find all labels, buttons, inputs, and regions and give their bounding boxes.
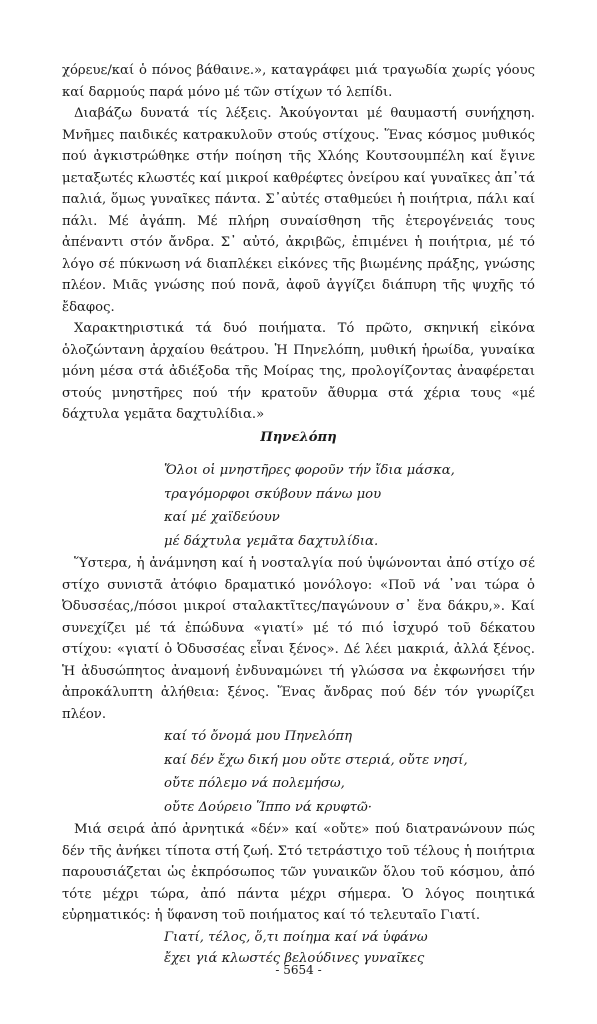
poem-excerpt-2 — [62, 725, 535, 819]
poem-line: μέ δάχτυλα γεμᾶτα δαχτυλίδια. — [164, 533, 379, 549]
poem-line: καί δέν ἔχω δική μου οὔτε στεριά, οὔτε νησί, — [164, 752, 468, 768]
poem-line: ἔχει γιά κλωστές βελούδινες γυναῖκες — [164, 950, 425, 966]
poem-line: Ὅλοι οἱ μνηστῆρες φοροῦν τήν ἴδια μάσκα, — [164, 463, 455, 478]
poem-line: τραγόμορφοι σκύβουν πάνω μου — [164, 486, 382, 502]
poem-line: οὔτε πόλεμο νά πολεμήσω, — [164, 776, 345, 791]
paragraph-4: Ὕστερα, ἡ ἀνάμνηση καί ἡ νοσταλγία πού ὑψώνονται ἀπό στίχο σέ στίχο συνιστᾶ ἀτόφιο δραματικό μονόλογο: «Ποῦ νά ᾽ναι τώρα ὁ Ὀδυσσέας,/πόσοι μικροί σταλακτῖτες/παγώνουν σ᾽ ἕνα δάκρυ,». Καί συνεχίζει μέ τά ἐπώδυνα «γιατί» μέ τό πιό ἰσχυρό τοῦ δέκατου στίχου: «γιατί ὁ Ὀδυσσέας εἶναι ξένος». Δέ λέει μακριά, ἀλλά ξένος. Ἡ ἀδυσώπητος ἀναμονή ἐνδυναμώνει τή γλώσσα να ἐκφωνήσει τήν ἀπροκάλυπτη ἀλήθεια: ξένος. Ἕνας ἄνδρας πού δέν τόν γνωρίζει πλέον. — [62, 556, 535, 722]
poem-line: Γιατί, τέλος, ὅ,τι ποίημα καί νά ὑφάνω — [164, 929, 428, 945]
poem-line: καί μέ χαϊδεύουν — [164, 510, 280, 525]
paragraph-2: Διαβάζω δυνατά τίς λέξεις. Ἀκούγονται μέ θαυμαστή συνήχηση. Μνῆμες παιδικές κατρακυλοῦν στούς στίχους. Ἕνας κόσμος μυθικός πού ἀγκιστρώθηκε στήν ποίηση τῆς Χλόης Κουτσουμπέλη καί ἔγινε μεταξωτές κλωστές καί μικροί καθρέφτες ὀνείρου καί γυναῖκες ἀπ᾽τά παλιά, ὅμως γυναῖκες πάντα. Σ᾽αὐτές σταθμεύει ἡ ποιήτρια, πάλι καί πάλι. Μέ ἀγάπη. Μέ πλήρη συναίσθηση τῆς ἑτερογένειάς τους ἀπέναντι στόν ἄνδρα. Σ᾽ αὐτό, ἀκριβῶς, ἐπιμένει ἡ ποιήτρια, μέ τό λόγο σέ πύκνωση νά διαπλέκει εἰκόνες τῆς βιωμένης πράξης, γνώσης πλέον. Μιᾶς γνώσης πού πονᾶ, ἀφοῦ ἀγγίζει διάπυρη τῆς ψυχῆς τό ἔδαφος. — [62, 106, 535, 315]
paragraph-5: Μιά σειρά ἀπό ἀρνητικά «δέν» καί «οὔτε» πού διατρανώνουν πώς δέν τῆς ἀνήκει τίποτα στή ζωή. Στό τετράστιχο τοῦ τέλους ἡ ποιήτρια παρουσιάζεται ὡς ἐκπρόσωπος τῶν γυναικῶν ὅλου τοῦ κόσμου, ἀπό τότε μέχρι τώρα, ἀπό πάντα μέχρι σήμερα. Ὁ λόγος ποιητικά εὐρηματικός: ἡ ὕφανση τοῦ ποιήματος καί τό τελευταῖο Γιατί. — [62, 822, 535, 923]
page-body — [62, 60, 535, 969]
poem-title: Πηνελόπη — [260, 429, 337, 445]
poem-line: καί τό ὄνομά μου Πηνελόπη — [164, 729, 352, 744]
paragraph-3: Χαρακτηριστικά τά δυό ποιήματα. Τό πρῶτο, σκηνική εἰκόνα ὁλοζώντανη ἀρχαίου θεάτρου. Ἡ Πηνελόπη, μυθική ἡρωίδα, γυναίκα μόνη μέσα στά ἀδιέξοδα τῆς Μοίρας της, προλογίζοντας ἀναφέρεται στούς μνηστῆρες πού τήν κρατοῦν ἄθυρμα στά χέρια τους «μέ δάχτυλα γεμᾶτα δαχτυλίδια.» — [62, 321, 535, 422]
poem-line: οὔτε Δούρειο Ἵππο νά κρυφτῶ· — [164, 799, 372, 815]
paragraph-1: χόρευε/καί ὁ πόνος βάθαινε.», καταγράφει μιά τραγωδία χωρίς γόους καί δαρμούς παρά μόνο μέ τῶν στίχων τό λεπίδι. — [62, 63, 535, 100]
poem-excerpt-1 — [62, 459, 535, 553]
page-number: - 5654 - — [275, 963, 322, 977]
